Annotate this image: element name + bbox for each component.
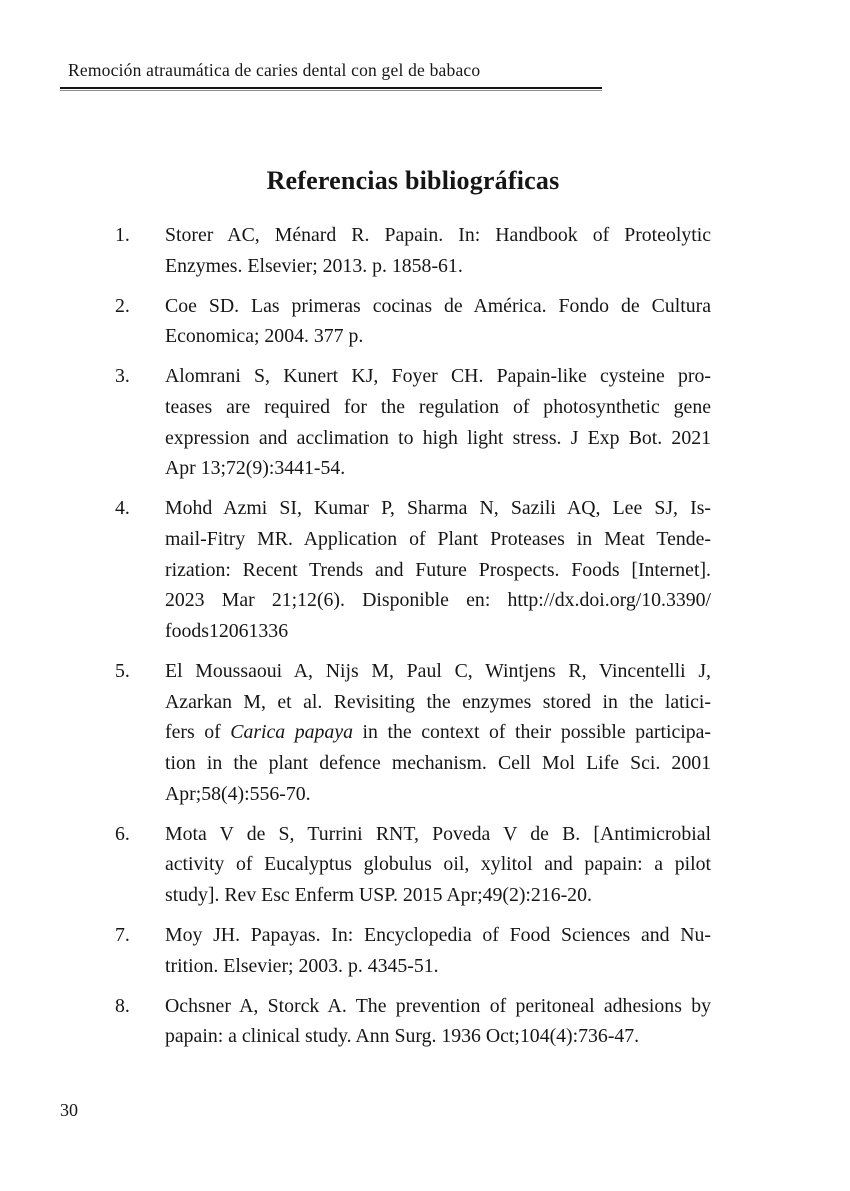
reference-line: Storer AC, Ménard R. Papain. In: Handbook of Proteolytic: [165, 224, 711, 246]
reference-line: Mohd Azmi SI, Kumar P, Sharma N, Sazili AQ, Lee SJ, Is-: [165, 497, 711, 520]
reference-number: 6.: [115, 822, 130, 845]
running-header: [60, 60, 602, 91]
reference-number: 5.: [115, 660, 130, 683]
reference-item: [115, 493, 711, 646]
running-header-text: Remoción atraumática de caries dental con gel de babaco: [68, 60, 481, 80]
reference-line: papain: a clinical study. Ann Surg. 1936 Oct;104(4):736-47.: [165, 1025, 640, 1048]
reference-text: [165, 493, 711, 646]
reference-line-segment: fers of: [165, 721, 231, 744]
reference-line: Coe SD. Las primeras cocinas de América. Fondo de Cultura: [165, 294, 711, 317]
reference-line: tion in the plant defence mechanism. Cell Mol Life Sci. 2001: [165, 752, 711, 775]
reference-line: El Moussaoui A, Nijs M, Paul C, Wintjens R, Vincentelli J,: [165, 660, 711, 683]
reference-number: 1.: [115, 224, 130, 246]
reference-line: rization: Recent Trends and Future Prospects. Foods [Internet].: [165, 558, 711, 581]
reference-item: [115, 220, 711, 281]
reference-line: study]. Rev Esc Enferm USP. 2015 Apr;49(2):216-20.: [165, 884, 592, 907]
reference-text: [165, 220, 711, 281]
reference-line: Moy JH. Papayas. In: Encyclopedia of Food Sciences and Nu-: [165, 924, 711, 947]
reference-line: Enzymes. Elsevier; 2013. p. 1858-61.: [165, 254, 463, 277]
reference-line: Apr 13;72(9):3441-54.: [165, 457, 346, 480]
page-title: Referencias bibliográficas: [266, 166, 560, 196]
species-name-italic: Carica papaya: [230, 721, 353, 744]
page-number: 30: [60, 1100, 78, 1120]
reference-item: [115, 991, 711, 1052]
header-rule: [60, 87, 602, 89]
reference-number: 8.: [115, 994, 130, 1017]
reference-line: [165, 717, 711, 748]
reference-text: [165, 991, 711, 1052]
reference-line: Economica; 2004. 377 p.: [165, 325, 364, 348]
reference-number: 3.: [115, 365, 130, 388]
reference-text: [165, 291, 711, 352]
reference-line: foods12061336: [165, 620, 289, 643]
reference-line: Mota V de S, Turrini RNT, Poveda V de B. [Antimicrobial: [165, 822, 711, 845]
reference-item: [115, 656, 711, 809]
reference-line: 2023 Mar 21;12(6). Disponible en: http://dx.doi.org/10.3390/: [165, 589, 711, 612]
reference-number: 4.: [115, 497, 130, 520]
reference-line: Azarkan M, et al. Revisiting the enzymes stored in the latici-: [165, 690, 711, 713]
reference-item: [115, 361, 711, 484]
reference-line: trition. Elsevier; 2003. p. 4345-51.: [165, 954, 439, 977]
reference-line: activity of Eucalyptus globulus oil, xylitol and papain: a pilot: [165, 853, 711, 876]
reference-line: Apr;58(4):556-70.: [165, 782, 311, 805]
reference-text: [165, 819, 711, 911]
reference-line-segment: in the context of their possible participa-: [353, 721, 711, 744]
reference-number: 2.: [115, 294, 130, 317]
references-list: [115, 220, 711, 1062]
reference-text: [165, 361, 711, 484]
reference-item: [115, 819, 711, 911]
reference-item: [115, 291, 711, 352]
reference-number: 7.: [115, 924, 130, 947]
reference-line: Ochsner A, Storck A. The prevention of peritoneal adhesions by: [165, 994, 711, 1017]
reference-line: expression and acclimation to high light stress. J Exp Bot. 2021: [165, 426, 711, 449]
reference-line: teases are required for the regulation of photosynthetic gene: [165, 396, 711, 419]
header-rule-shadow: [60, 90, 602, 91]
reference-text: [165, 656, 711, 809]
reference-line: mail-Fitry MR. Application of Plant Proteases in Meat Tende-: [165, 528, 711, 551]
reference-item: [115, 920, 711, 981]
reference-text: [165, 920, 711, 981]
reference-line: Alomrani S, Kunert KJ, Foyer CH. Papain-like cysteine pro-: [165, 365, 711, 388]
